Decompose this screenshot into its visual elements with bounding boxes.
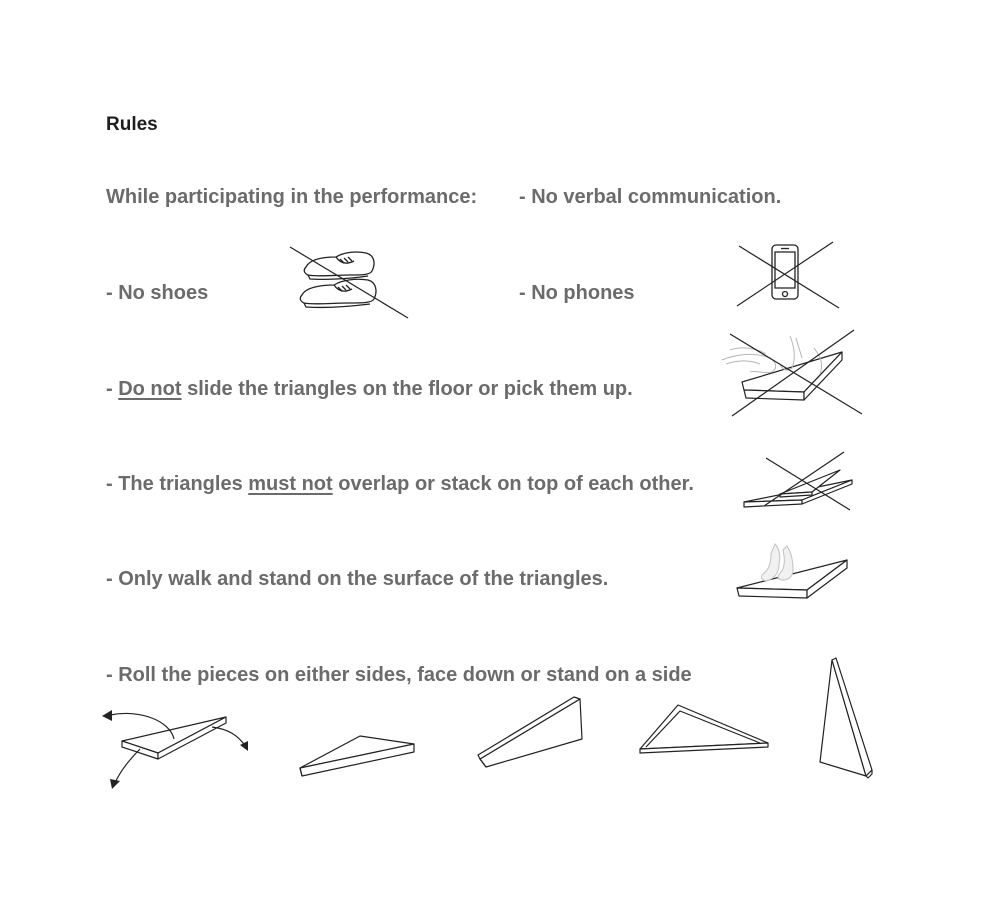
feet-on-triangle-icon (735, 542, 850, 606)
rule-no-overlap-prefix: - The triangles (106, 473, 249, 495)
rule-no-slide (106, 377, 633, 401)
intro-text: While participating in the performance: (106, 186, 478, 208)
crossed-phone-icon (735, 240, 841, 310)
rule-roll-pieces: - Roll the pieces on either sides, face down or stand on a side (106, 664, 692, 686)
rule-no-slide-emphasis: Do not (118, 378, 182, 400)
rule-no-overlap (106, 472, 694, 496)
triangle-face-down-icon (298, 732, 418, 780)
triangle-face-up-icon (638, 703, 772, 757)
rule-no-slide-suffix: slide the triangles on the floor or pick them up. (181, 378, 633, 400)
rule-no-verbal: - No verbal communication. (519, 186, 782, 208)
rule-no-overlap-suffix: overlap or stack on top of each other. (332, 473, 694, 495)
rule-no-slide-prefix: - (106, 378, 119, 400)
crossed-shoes-icon (288, 245, 413, 321)
rule-no-phones: - No phones (519, 282, 635, 304)
crossed-stacked-triangles-icon (740, 450, 855, 515)
rule-no-shoes: - No shoes (106, 282, 209, 304)
rule-no-overlap-emphasis: must not (248, 473, 333, 495)
rule-walk-surface: - Only walk and stand on the surface of the triangles. (106, 568, 609, 590)
rotate-arrows-triangle-icon (100, 705, 250, 789)
page-title: Rules (106, 114, 158, 135)
crossed-hands-triangle-icon (716, 328, 866, 418)
triangle-standing-icon (818, 656, 874, 780)
triangle-on-side-icon (478, 695, 588, 771)
